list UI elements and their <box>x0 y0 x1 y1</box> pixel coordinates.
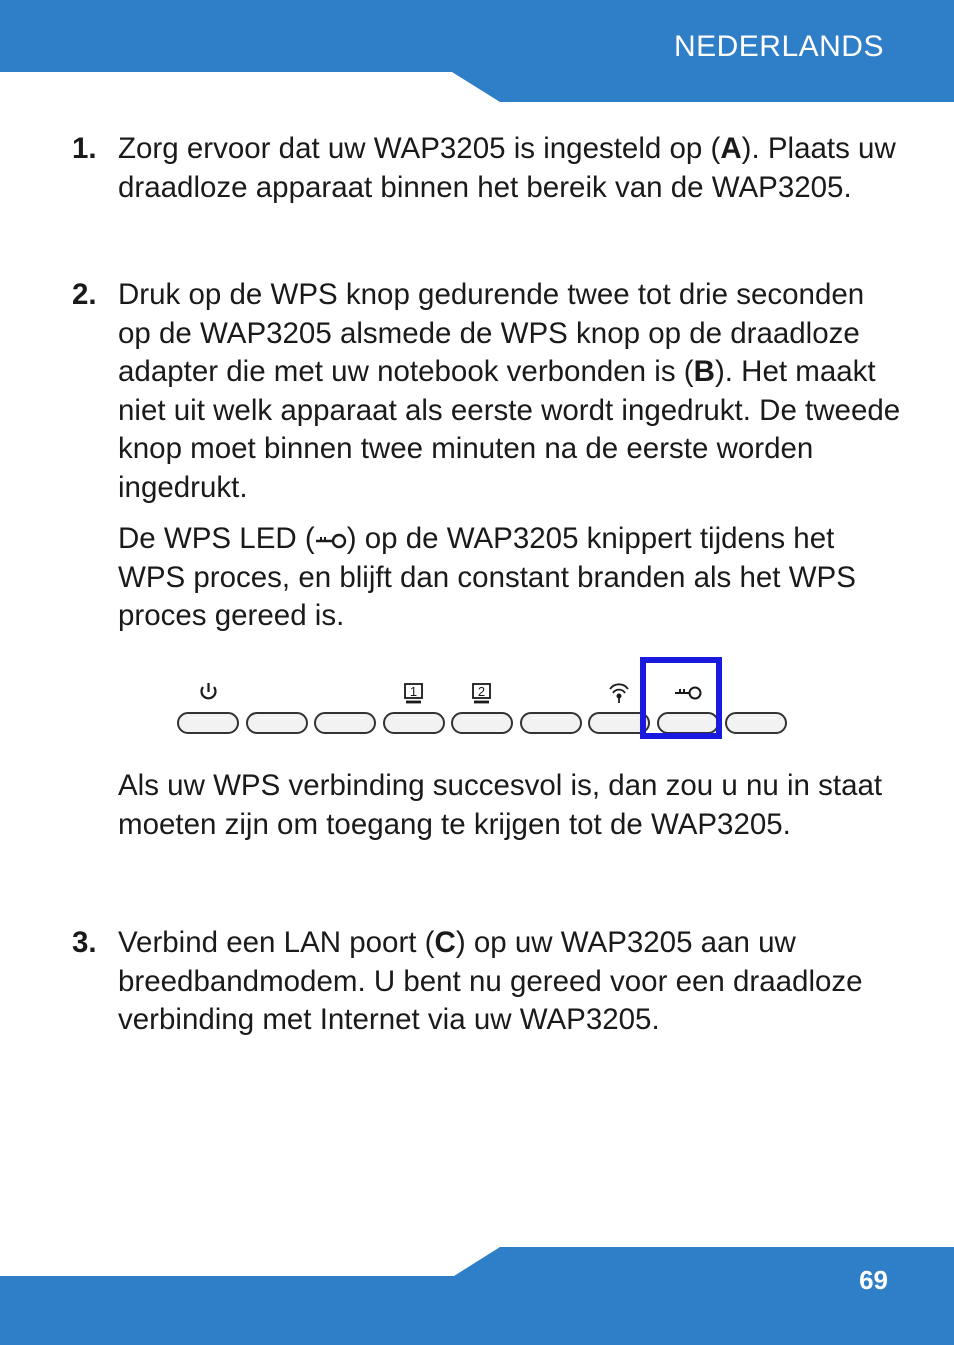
step-number: 1. <box>72 132 97 165</box>
step-text: Verbind een LAN poort (C) op uw WAP3205 aan uw breedbandmodem. U bent nu gereed voor een draadloze verbinding met Internet via uw WAP3205. <box>118 926 863 1036</box>
step-number: 3. <box>72 926 97 959</box>
led-slot <box>315 713 375 733</box>
led-slot <box>521 713 581 733</box>
power-icon <box>202 683 216 698</box>
step-text: Zorg ervoor dat uw WAP3205 is ingesteld op (A). Plaats uw draadloze apparaat binnen het bereik van de WAP3205. <box>118 132 896 204</box>
svg-text:2: 2 <box>477 684 486 699</box>
step-3 <box>72 924 902 1040</box>
step-text: Druk op de WPS knop gedurende twee tot drie seconden op de WAP3205 alsmede de WPS knop op de draadloze adapter die met uw notebook verbonden is (B). Het maakt niet uit welk apparaat als eerste wordt ingedrukt. De tweede knop moet binnen twee minuten na de eerste worden ingedrukt. <box>118 278 901 504</box>
wps-led-note: De WPS LED ( ) op de WAP3205 knippert tijdens het WPS proces, en blijft dan constant branden als het WPS proces gereed is. <box>118 522 856 632</box>
led-slot <box>452 713 512 733</box>
footer-band <box>0 1247 954 1345</box>
step-label-b: B <box>693 355 715 388</box>
led-slot <box>178 713 238 733</box>
led-panel <box>170 650 800 750</box>
step-1 <box>72 130 902 207</box>
wps-key-icon <box>315 523 347 545</box>
wps-key-icon <box>675 688 701 699</box>
step-label-c: C <box>434 926 456 959</box>
page-number: 69 <box>859 1265 888 1295</box>
success-note: Als uw WPS verbinding succesvol is, dan zou u nu in staat moeten zijn om toegang te krijgen tot de WAP3205. <box>118 769 883 841</box>
step-label-a: A <box>720 132 742 165</box>
led-slot <box>247 713 307 733</box>
step-2 <box>72 276 902 507</box>
lan2-icon <box>473 684 490 702</box>
wifi-icon <box>610 684 628 703</box>
language-label: NEDERLANDS <box>673 30 884 63</box>
step-number: 2. <box>72 278 97 311</box>
lan1-icon <box>405 684 422 702</box>
led-slot <box>658 713 718 733</box>
svg-text:1: 1 <box>409 684 418 699</box>
led-slot <box>726 713 786 733</box>
led-slot <box>384 713 444 733</box>
